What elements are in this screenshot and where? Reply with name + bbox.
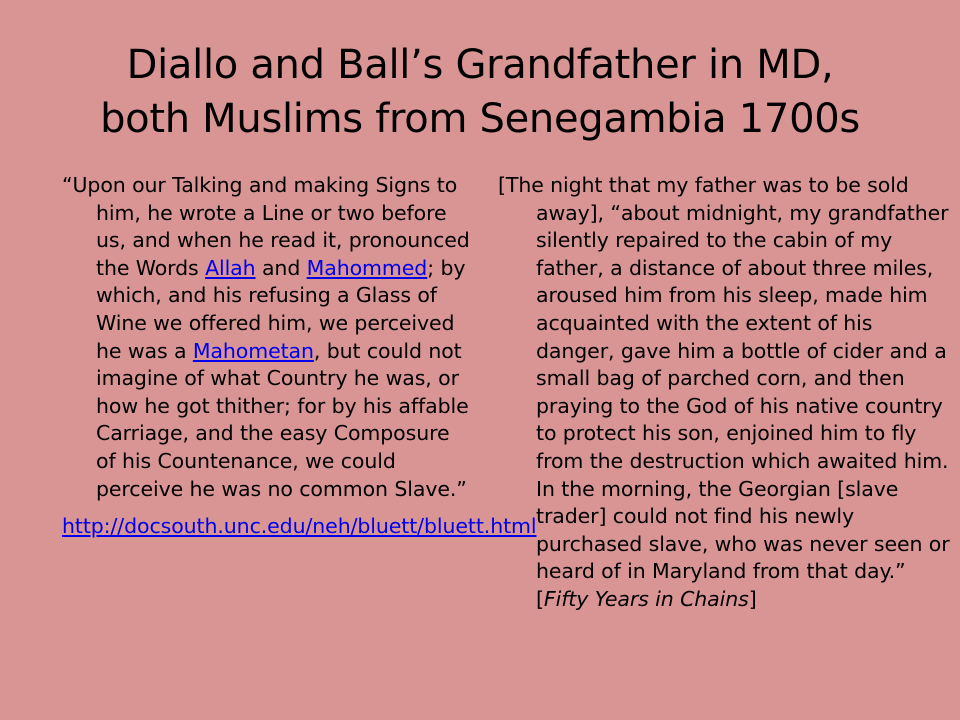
ball-quote — [498, 172, 953, 614]
quote-text-3: ; by which, and his refusing a Glass of Wine we offered him, we perceived he was a — [96, 255, 466, 363]
left-column — [62, 172, 537, 541]
allah-link[interactable]: Allah — [205, 255, 256, 280]
quote-text-2: and — [255, 255, 307, 280]
quote-text-4: , but could not imagine of what Country he was, or how he got thither; for by his affable Carriage, and the easy Composure of his Countenance, we could perceive he was no common Slave.” — [96, 338, 469, 501]
right-column — [498, 172, 953, 614]
source-url-paragraph — [62, 513, 537, 541]
mahommed-link[interactable]: Mahommed — [306, 255, 428, 280]
mahometan-link[interactable]: Mahometan — [192, 338, 314, 363]
slide-title — [40, 38, 920, 146]
title-line-1: Diallo and Ball’s Grandfather in MD, — [126, 42, 834, 88]
bluett-quote — [62, 172, 472, 503]
quote-text-1: “Upon our Talking and making Signs to him, he wrote a Line or two before us, and when he read it, pronounced the Words — [62, 173, 470, 280]
source-url-link[interactable]: http://docsouth.unc.edu/neh/bluett/bluett.html — [62, 514, 537, 539]
ball-quote-text: [The night that my father was to be sold away], “about midnight, my grandfather silently repaired to the cabin of my father, a distance of about three miles, aroused him from his sleep, made him acquainted with the extent of his danger, gave him a bottle of cider and a small bag of parched corn, and then praying to the God of his native country to protect his son, enjoined him to fly from the destruction which awaited him. In the morning, the Georgian [slave trader] could not find his newly purchased slave, who was never seen or heard of in Maryland from that day.” [ — [498, 173, 950, 611]
ball-quote-close: ] — [748, 586, 757, 611]
title-line-2: both Muslims from Senegambia 1700s — [100, 96, 860, 142]
source-title: Fifty Years in Chains — [543, 586, 749, 611]
